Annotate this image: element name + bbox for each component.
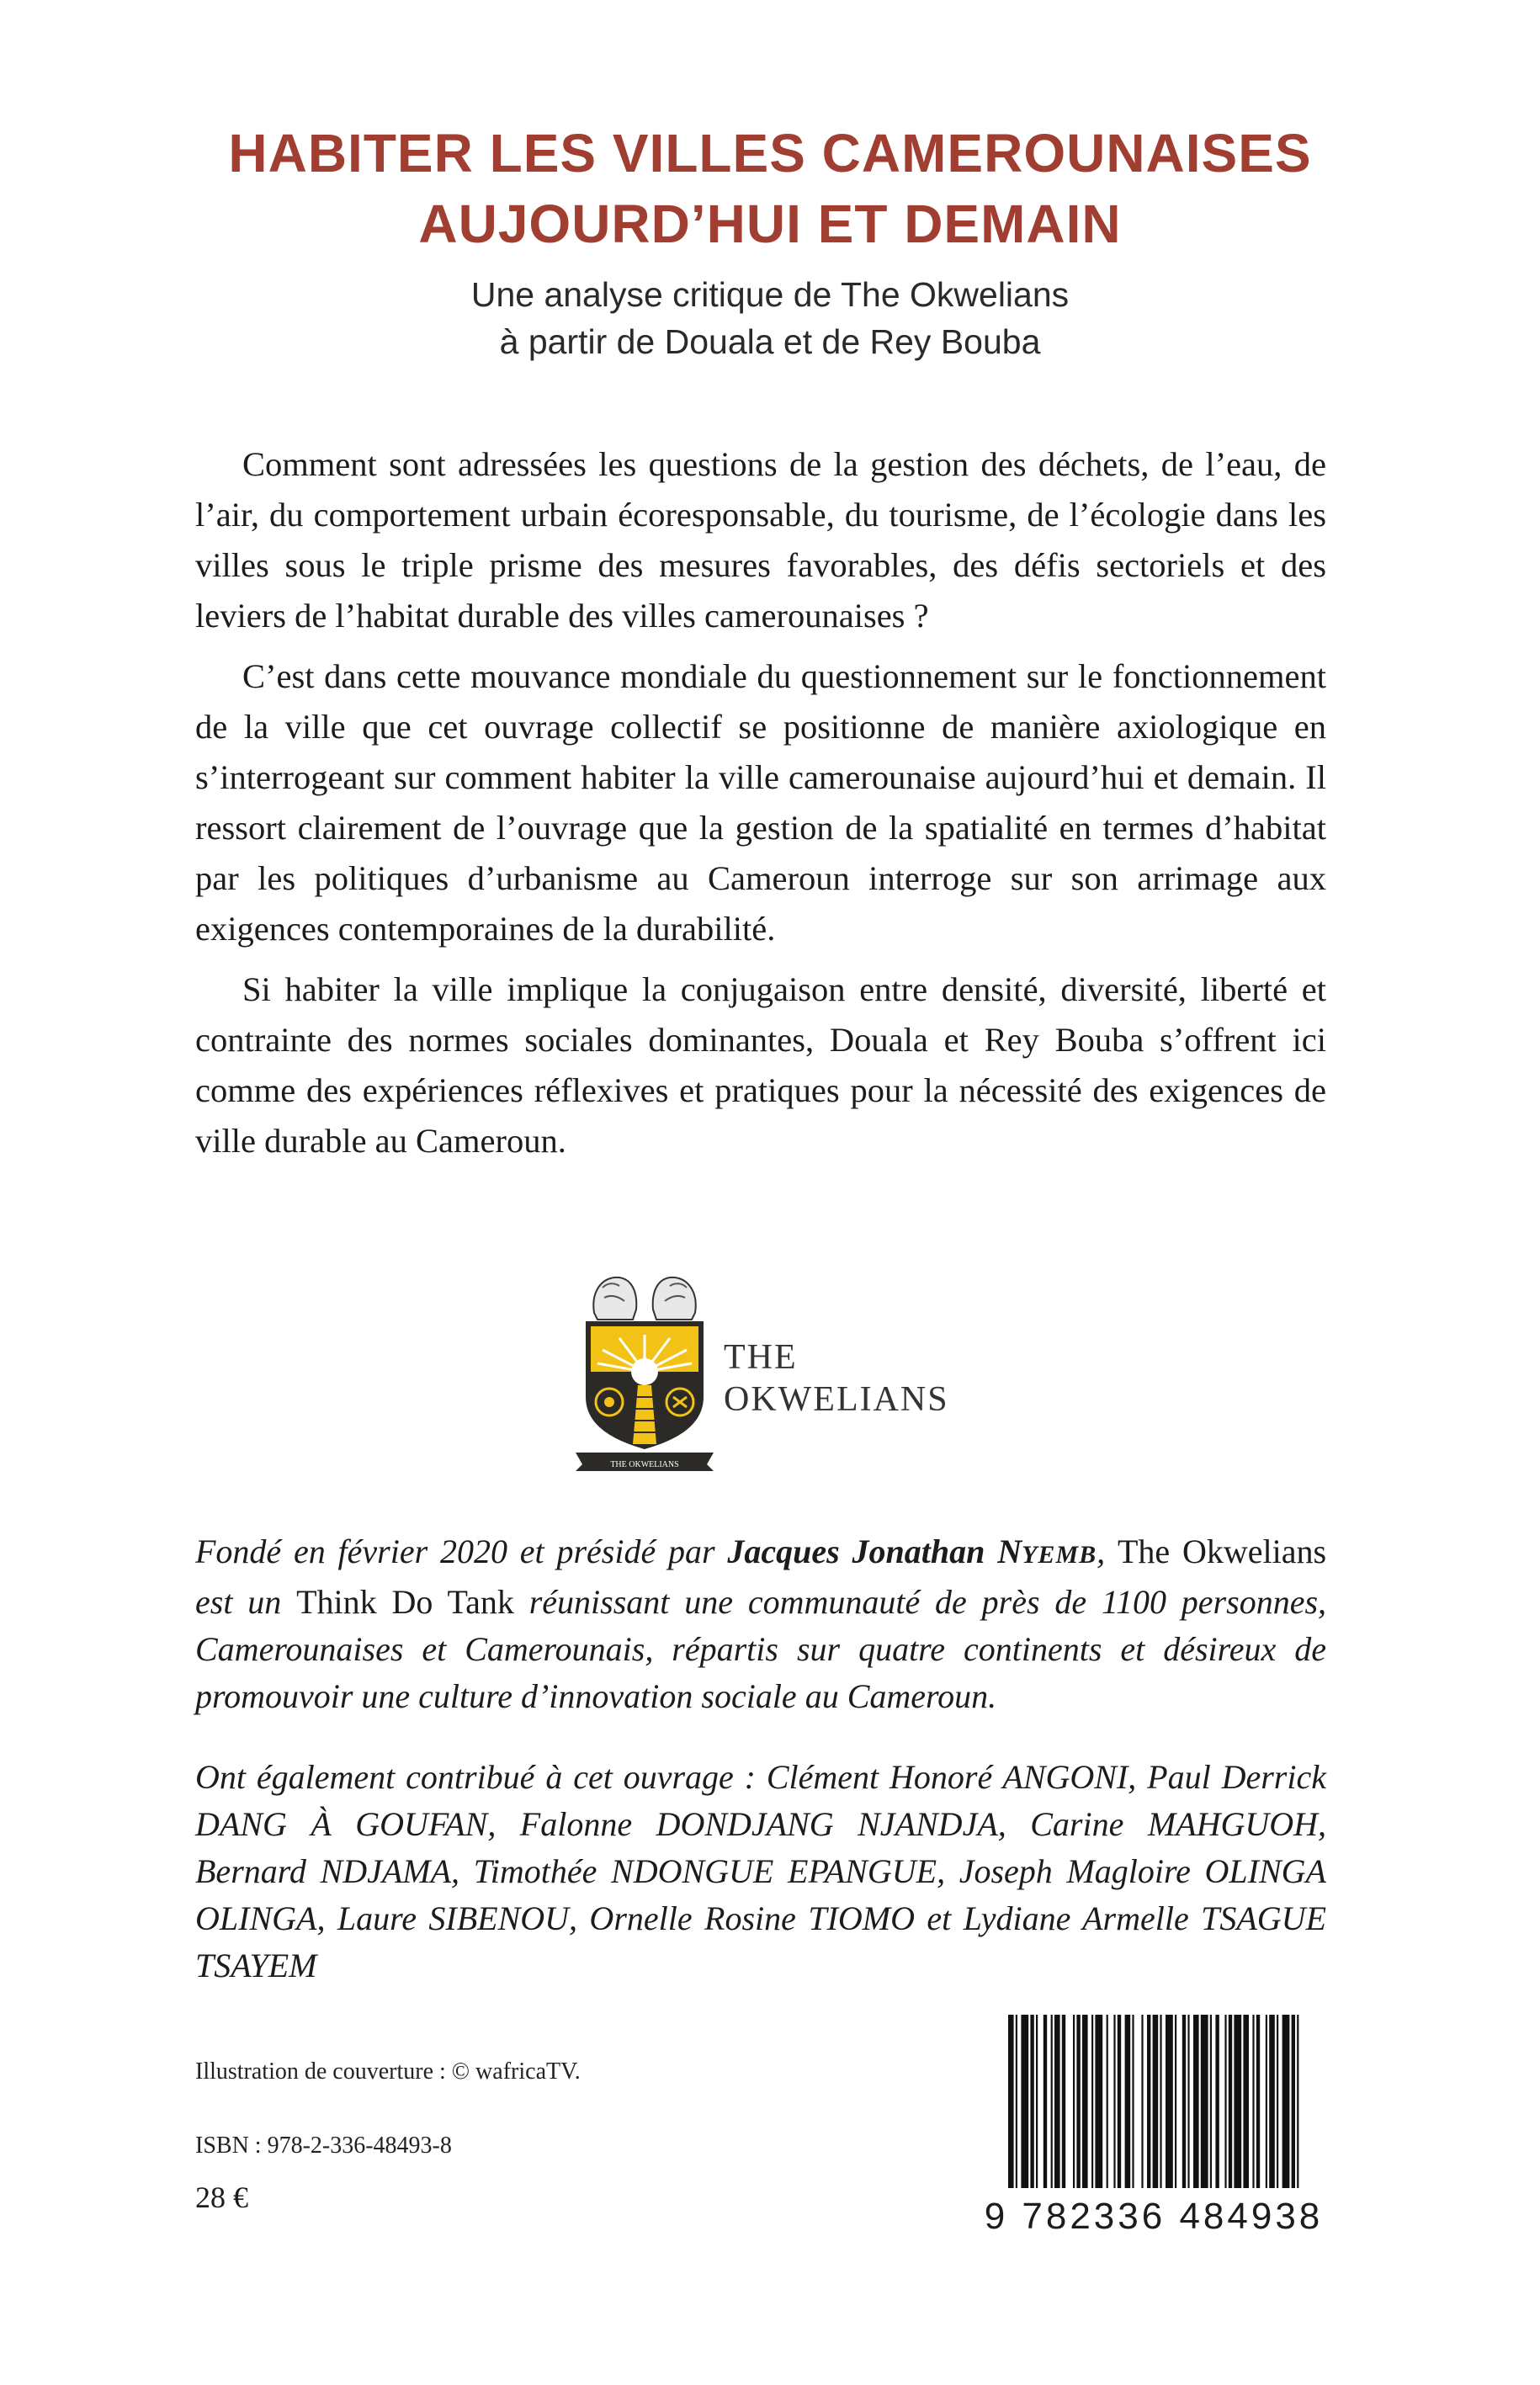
barcode-bar [1282,2015,1290,2188]
barcode-bar [1252,2015,1254,2188]
barcode-bar [1051,2015,1053,2188]
barcode-bar [1054,2015,1060,2188]
logo-wordmark [724,1336,949,1421]
barcode-bar [1091,2015,1093,2188]
org-name: The Okwelians [1117,1532,1327,1570]
barcode-bar [1016,2015,1017,2188]
about-okwelians [195,1528,1326,1720]
blurb [195,439,1326,1177]
price: 28 € [195,2180,248,2214]
barcode-bar [1182,2015,1186,2188]
barcode-bar [1266,2015,1267,2188]
barcode-bar [1008,2015,1014,2188]
barcode-bar [1292,2015,1295,2188]
barcode-digits: 9 782336 484938 [984,2196,1324,2237]
illustration-credit: Illustration de couverture : © wafricaTV. [195,2058,581,2085]
barcode-bar [1269,2015,1275,2188]
founded-text-3: est un [195,1583,297,1621]
barcode-bar [1043,2015,1047,2188]
ribbon-text [569,1454,720,1479]
barcode-bar [1073,2015,1075,2188]
barcode-bars [980,2015,1328,2191]
subtitle-line-1: Une analyse critique de The Okwelians [470,275,1070,314]
barcode-bar [1076,2015,1080,2188]
barcode-bar [1201,2015,1208,2188]
barcode-bar [1243,2015,1249,2188]
barcode-bar [1277,2015,1278,2188]
isbn: ISBN : 978-2-336-48493-8 [195,2133,452,2159]
barcode-bar [1021,2015,1028,2188]
blurb-paragraph-2: C’est dans cette mouvance mondiale du questionnement sur le fonctionnement de la ville que cet ouvrage collectif se positionne de manière axiologique en s’interrogeant sur comment habiter la ville camerounaise aujourd’hui et demain. Il ressort clairement de l’ouvrage que la gestion de la spatialité en termes d’habitat par les politiques d’urbanisme au Cameroun interroge sur son arrimage aux exigences contemporaines de la durabilité. [195,657,1326,948]
barcode-bar [1256,2015,1260,2188]
barcode-bar [1210,2015,1212,2188]
barcode-bar [1224,2015,1226,2188]
barcode-bar [1166,2015,1173,2188]
barcode-bar [1125,2015,1131,2188]
barcode-bar [1187,2015,1189,2188]
okwelians-crest-icon [569,1254,720,1473]
founded-text-1: Fondé en février 2020 et présidé par [195,1532,728,1570]
barcode-bar [1215,2015,1219,2188]
barcode-bar [1175,2015,1176,2188]
blurb-paragraph-3: Si habiter la ville implique la conjugaison entre densité, diversité, liberté et contrainte des normes sociales dominantes, Douala et Rey Bouba s’offrent ici comme des expériences réflexives et pratiques pour la nécessité des exigences de ville durable au Cameroun. [195,970,1326,1160]
barcode-bar [1193,2015,1199,2188]
title-line-2: AUJOURD’HUI ET DEMAIN [418,194,1122,254]
barcode-bar [1062,2015,1065,2188]
barcode-bar [1095,2015,1102,2188]
barcode-bar [1153,2015,1159,2188]
barcode-bar [1030,2015,1033,2188]
barcode-bar [1036,2015,1038,2188]
barcode-bar [1113,2015,1115,2188]
subtitle-line-2: à partir de Douala et de Rey Bouba [499,322,1041,361]
barcode-bar [1297,2015,1298,2188]
barcode-bar [1132,2015,1134,2188]
founded-text-2: , [1097,1532,1118,1570]
contributors: Ont également contribué à cet ouvrage : Clément Honoré ANGONI, Paul Derrick DANG À GOUFAN, Falonne DONDJANG NJANDJA, Carine MAHGUOH, Bernard NDJAMA, Timothée NDONGUE EPANGUE, Joseph Magloire OLINGA OLINGA, Laure SIBENOU, Ornelle Rosine TIOMO et Lydiane Armelle TSAGUE TSAYEM [195,1758,1326,1984]
book-subtitle [0,271,1540,365]
barcode-bar [1141,2015,1143,2188]
think-do-tank: Think Do Tank [296,1583,514,1621]
barcode [980,2015,1328,2242]
barcode-bar [1118,2015,1121,2188]
barcode-bar [1147,2015,1150,2188]
book-title [0,118,1540,259]
okwelians-logo [569,1254,973,1473]
president-name: Jacques Jonathan NYEMB [727,1532,1097,1570]
logo-line-2: OKWELIANS [724,1380,949,1419]
barcode-bar [1107,2015,1108,2188]
svg-text:THE OKWELIANS: THE OKWELIANS [610,1460,679,1469]
blurb-paragraph-1: Comment sont adressées les questions de la gestion des déchets, de l’eau, de l’air, du comportement urbain écoresponsable, du tourisme, de l’écologie dans les villes sous le triple prisme des mesures favorables, des défis sectoriels et des leviers de l’habitat durable des villes camerounaises ? [195,445,1326,635]
barcode-bar [1234,2015,1241,2188]
barcode-bar [1229,2015,1232,2188]
founded-text-4: réunissant une communauté de près de 1100 personnes, Camerounaises et Camerounais, répartis sur quatre continents et désireux de promouvoir une culture d’innovation sociale au Cameroun. [195,1583,1327,1715]
logo-line-1: THE [724,1338,798,1377]
title-line-1: HABITER LES VILLES CAMEROUNAISES [228,123,1312,183]
barcode-bar [1082,2015,1088,2188]
barcode-bar [1160,2015,1161,2188]
